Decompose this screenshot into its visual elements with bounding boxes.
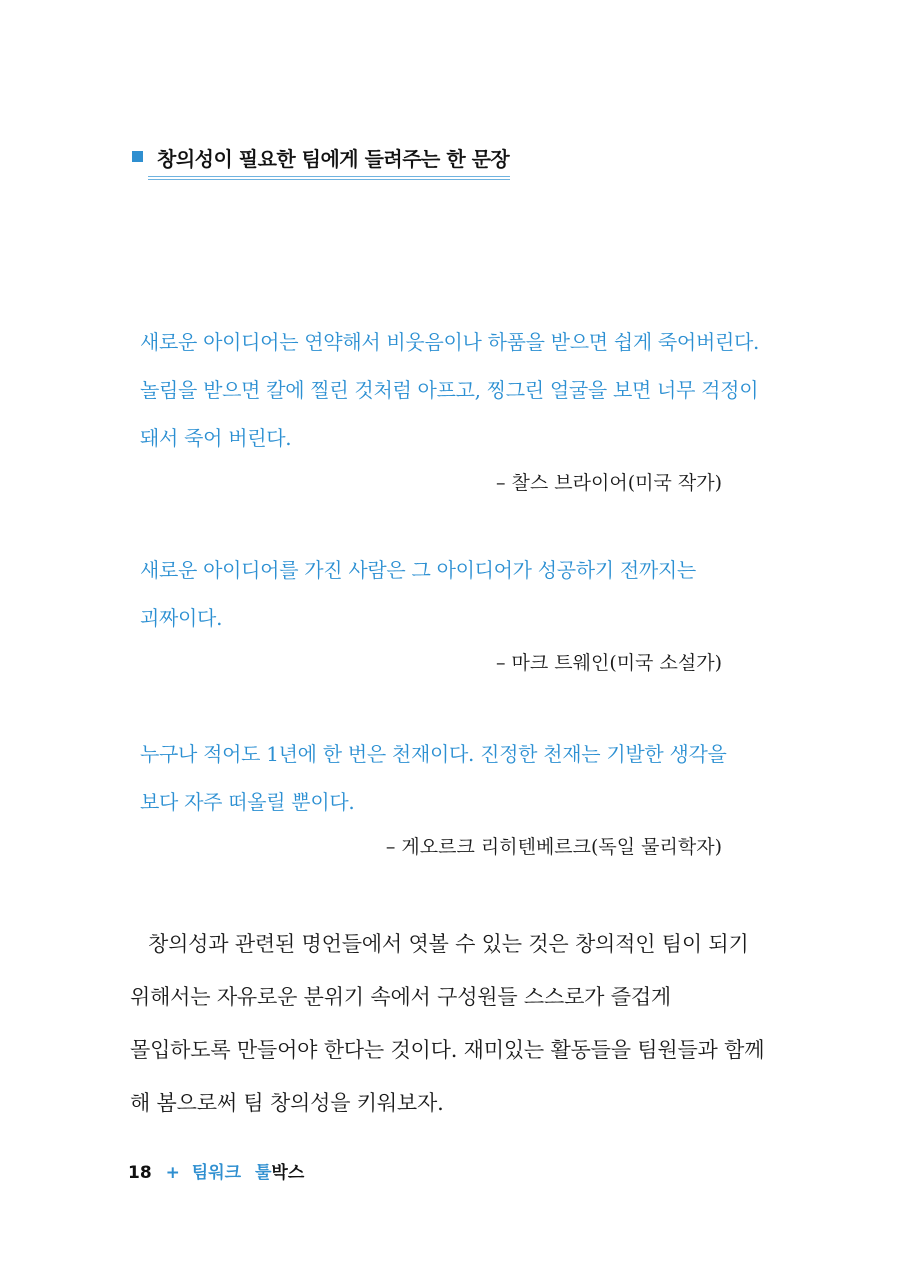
page-footer bbox=[128, 1158, 304, 1183]
series-title-box: 박스 bbox=[271, 1163, 305, 1183]
section-title: 창의성이 필요한 팀에게 들려주는 한 문장 bbox=[157, 147, 510, 171]
series-title-tool: 툴 bbox=[254, 1163, 272, 1183]
quote-text: 새로운 아이디어는 연약해서 비웃음이나 하품을 받으면 쉽게 죽어버린다. 놀림을 받으면 칼에 찔린 것처럼 아프고, 찡그린 얼굴을 보면 너무 걱정이 돼서 죽어 버린다. bbox=[140, 330, 760, 450]
quote-text: 누구나 적어도 1년에 한 번은 천재이다. 진정한 천재는 기발한 생각을 보다 자주 떠올릴 뿐이다. bbox=[140, 742, 727, 814]
square-bullet-icon bbox=[132, 151, 143, 162]
footer-separator: + bbox=[165, 1163, 180, 1183]
page-number: 18 bbox=[128, 1163, 152, 1183]
title-underline bbox=[148, 176, 510, 177]
quote-author: – 게오르크 리히텐베르크(독일 물리학자) bbox=[385, 836, 722, 858]
quote-author: – 마크 트웨인(미국 소설가) bbox=[496, 652, 722, 674]
series-title-teamwork: 팀워크 bbox=[191, 1163, 242, 1183]
quote-text: 새로운 아이디어를 가진 사람은 그 아이디어가 성공하기 전까지는 괴짜이다. bbox=[140, 558, 696, 630]
quote-block bbox=[140, 730, 760, 859]
title-underline-second bbox=[148, 179, 510, 180]
quote-block bbox=[140, 318, 760, 495]
quote-author: – 찰스 브라이어(미국 작가) bbox=[496, 472, 722, 494]
quote-block bbox=[140, 546, 760, 675]
body-paragraph: 창의성과 관련된 명언들에서 엿볼 수 있는 것은 창의적인 팀이 되기 위해서는 자유로운 분위기 속에서 구성원들 스스로가 즐겁게 몰입하도록 만들어야 한다는 것이다. 재미있는 활동들을 팀원들과 함께 해 봄으로써 팀 창의성을 키워보자. bbox=[130, 932, 765, 1115]
